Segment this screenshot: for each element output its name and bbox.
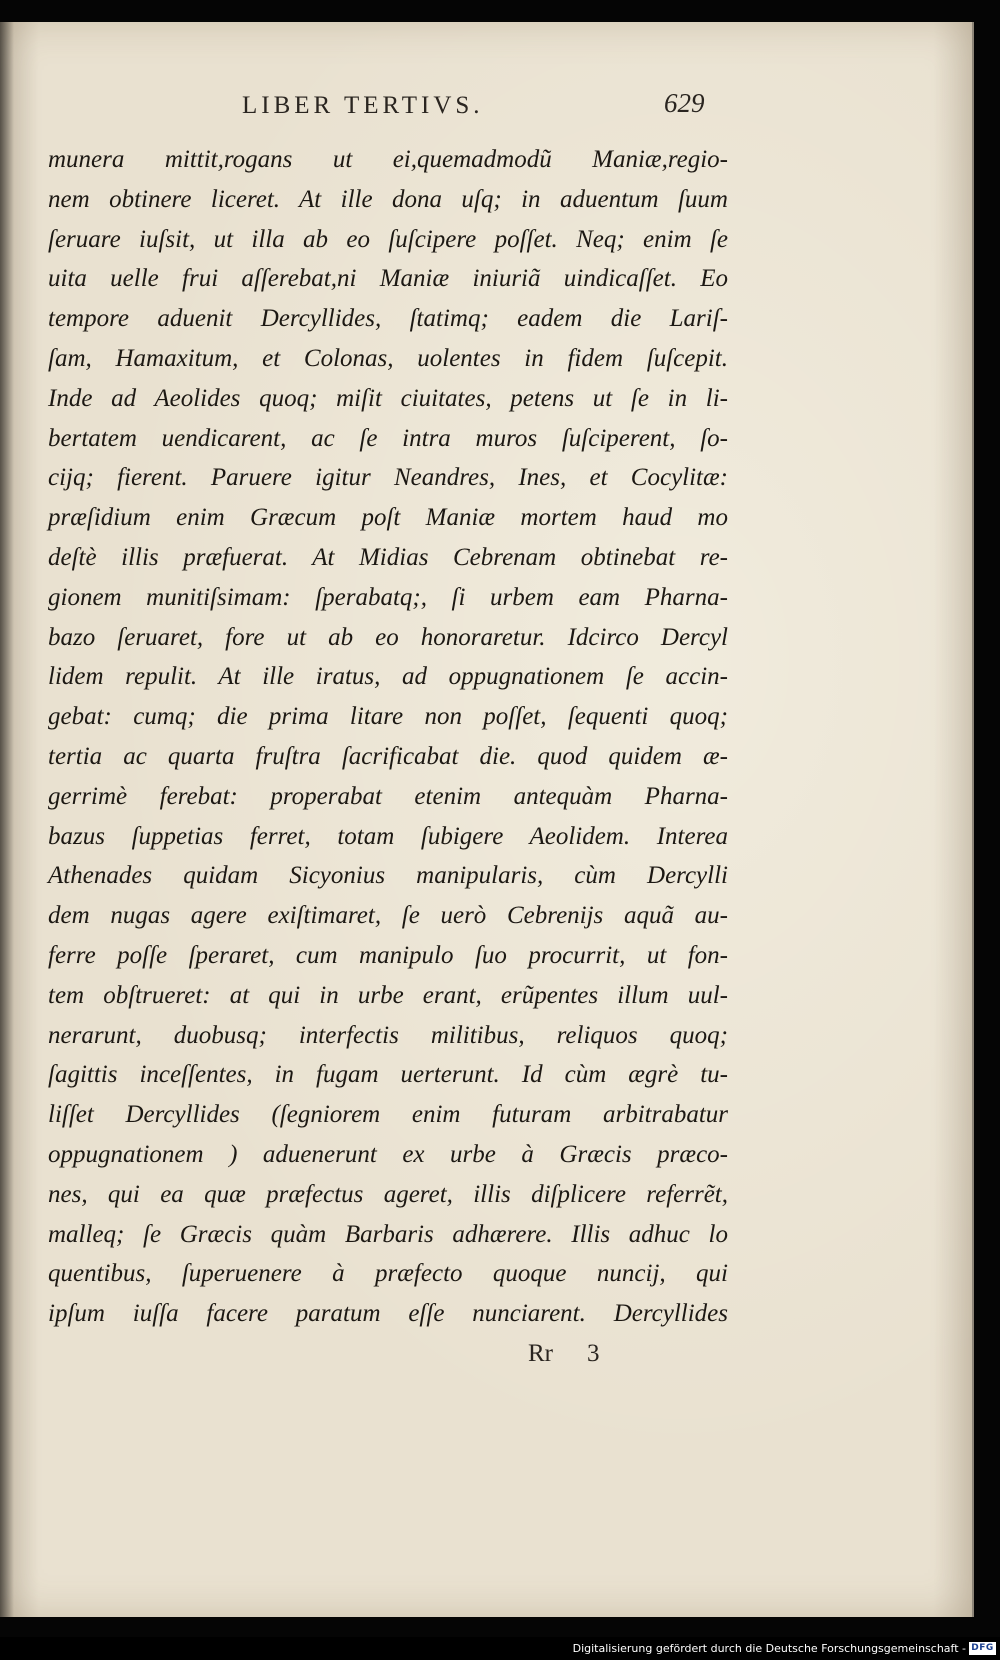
text-line: liſſet Dercyllides (ſegniorem enim futuram arbitrabatur [48,1101,728,1129]
text-line: gerrimè ferebat: properabat etenim antequàm Pharna- [48,782,728,810]
text-line: cijq; fierent. Paruere igitur Neandres, Ines, et Cocylitæ: [48,464,728,492]
text-line: tertia ac quarta fruſtra ſacrificabat die. quod quidem æ- [48,742,728,770]
spine-shadow [0,22,14,1617]
text-line: uita uelle frui aſſerebat,ni Maniæ iniuriã uindicaſſet. Eo [48,265,728,293]
text-line: Inde ad Aeolides quoq; miſit ciuitates, petens ut ſe in li- [48,384,728,412]
funding-notice: Digitalisierung gefördert durch die Deutsche Forschungsgemeinschaft - [572,1642,966,1655]
text-line: Athenades quidam Sicyonius manipularis, cùm Dercylli [48,862,728,890]
text-line: malleq; ſe Græcis quàm Barbaris adhærere. Illis adhuc lo [48,1220,728,1248]
text-line: bazus ſuppetias ferret, totam ſubigere Aeolidem. Interea [48,822,728,850]
text-line: bertatem uendicarent, ac ſe intra muros ſuſciperent, ſo- [48,424,728,452]
text-line: tempore aduenit Dercyllides, ſtatimq; eadem die Lariſ- [48,305,728,333]
text-line: deſtè illis præfuerat. At Midias Cebrenam obtinebat re- [48,543,728,571]
text-line: dem nugas agere exiſtimaret, ſe uerò Cebrenijs aquã au- [48,902,728,930]
text-line: lidem repulit. At ille iratus, ad oppugnationem ſe accin- [48,663,728,691]
text-line: nes, qui ea quæ præfectus ageret, illis diſplicere referrẽt, [48,1180,728,1208]
body-text [48,140,728,1334]
text-line: bazo ſeruaret, fore ut ab eo honoraretur. Idcirco Dercyl [48,623,728,651]
signature-letters: Rr [528,1340,553,1367]
signature-number: 3 [587,1340,600,1367]
signature-mark [528,1340,600,1368]
text-line: munera mittit,rogans ut ei,quemadmodũ Maniæ,regio- [48,146,728,173]
text-line: tem obſtrueret: at qui in urbe erant, erũpentes illum uul- [48,981,728,1009]
text-line: quentibus, ſuperuenere à præfecto quoque nuncij, qui [48,1260,728,1288]
page-number: 629 [664,88,705,118]
text-line: præſidium enim Græcum poſt Maniæ mortem haud mo [48,504,728,532]
dfg-logo: DFG [969,1642,996,1655]
text-line: ſagittis inceſſentes, in fugam uerterunt. Id cùm ægrè tu- [48,1061,728,1089]
text-line: gionem munitiſsimam: ſperabatq;, ſi urbem eam Pharna- [48,583,728,611]
text-line: ſeruare iuſsit, ut illa ab eo ſuſcipere poſſet. Neq; enim ſe [48,225,728,253]
running-head: LIBER TERTIVS. [242,92,484,119]
text-line: nerarunt, duobusq; interfectis militibus, reliquos quoq; [48,1021,728,1049]
text-line: ferre poſſe ſperaret, cum manipulo ſuo procurrit, ut fon- [48,941,728,969]
text-line: nem obtinere liceret. At ille dona uſq; in aduentum ſuum [48,185,728,213]
text-line: ſam, Hamaxitum, et Colonas, uolentes in fidem ſuſcepit. [48,344,728,372]
text-line: oppugnationem ) aduenerunt ex urbe à Græcis præco- [48,1140,728,1168]
text-line: ipſum iuſſa facere paratum eſſe nunciarent. Dercyllides [48,1300,728,1328]
text-line: gebat: cumq; die prima litare non poſſet, ſequenti quoq; [48,703,728,731]
